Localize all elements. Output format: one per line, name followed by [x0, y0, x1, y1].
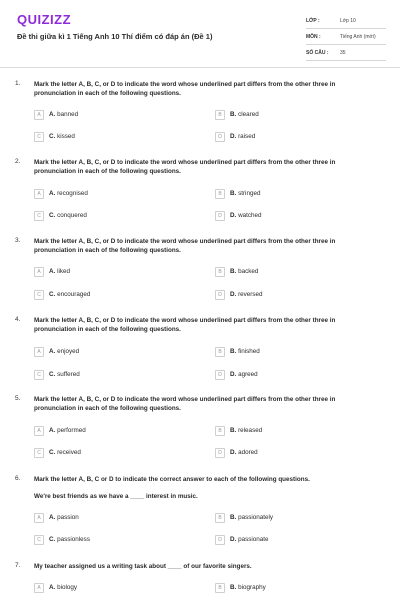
- option-text: suffered: [57, 371, 80, 378]
- option-b[interactable]: [215, 188, 260, 199]
- option-c[interactable]: [34, 210, 87, 221]
- option-label: B.: [230, 514, 237, 521]
- option-label: A.: [49, 111, 56, 118]
- option-b[interactable]: [215, 512, 273, 523]
- option-label: A.: [49, 348, 56, 355]
- option-a[interactable]: [34, 582, 77, 593]
- meta-row-count: [306, 45, 386, 61]
- option-a[interactable]: [34, 188, 88, 199]
- option-label: B.: [230, 584, 237, 591]
- option-text: conquered: [57, 212, 87, 219]
- option-text: stringed: [238, 190, 261, 197]
- option-text: passion: [57, 514, 79, 521]
- option-label: A.: [49, 584, 56, 591]
- option-c[interactable]: [34, 447, 81, 458]
- option-c[interactable]: [34, 534, 90, 545]
- option-b[interactable]: [215, 109, 259, 120]
- option-label: D.: [230, 133, 237, 140]
- option-text: passionately: [238, 514, 274, 521]
- option-text: passionate: [238, 536, 269, 543]
- option-label: D.: [230, 371, 237, 378]
- option-text: liked: [57, 268, 71, 275]
- meta-key: LỚP :: [306, 17, 320, 24]
- option-a[interactable]: [34, 109, 78, 120]
- question-text: My teacher assigned us a writing task about ____ of our favorite singers.: [34, 563, 252, 570]
- question-text: Mark the letter A, B, C, or D to indicate the word whose underlined part differs from the other three in pronunciation in each of the following questions.: [34, 159, 336, 175]
- option-text: enjoyed: [57, 348, 80, 355]
- option-letter-box: A: [34, 267, 44, 277]
- question-text: Mark the letter A, B, C, or D to indicate the word whose underlined part differs from the other three in pronunciation in each of the following questions.: [34, 317, 336, 333]
- option-letter-box: B: [215, 583, 225, 593]
- option-label: B.: [230, 268, 237, 275]
- option-letter-box: A: [34, 189, 44, 199]
- option-label: C.: [49, 291, 56, 298]
- option-d[interactable]: [215, 369, 258, 380]
- question-number: 4.: [15, 316, 21, 323]
- question-text: Mark the letter A, B, C, or D to indicate the word whose underlined part differs from the other three in pronunciation in each of the following questions.: [34, 238, 336, 254]
- option-letter-box: C: [34, 132, 44, 142]
- option-b[interactable]: [215, 582, 266, 593]
- option-letter-box: B: [215, 110, 225, 120]
- option-text: backed: [238, 268, 259, 275]
- option-text: cleared: [238, 111, 259, 118]
- option-letter-box: A: [34, 513, 44, 523]
- question-number: 3.: [15, 237, 21, 244]
- option-text: raised: [238, 133, 256, 140]
- meta-row-subject: [306, 29, 386, 45]
- option-letter-box: D: [215, 448, 225, 458]
- option-c[interactable]: [34, 369, 80, 380]
- question-number: 7.: [15, 562, 21, 569]
- option-label: D.: [230, 536, 237, 543]
- question-text: Mark the letter A, B, C, or D to indicate the word whose underlined part differs from the other three in pronunciation in each of the following questions.: [34, 396, 336, 412]
- option-letter-box: D: [215, 370, 225, 380]
- option-letter-box: D: [215, 535, 225, 545]
- option-d[interactable]: [215, 289, 263, 300]
- option-a[interactable]: [34, 266, 70, 277]
- option-letter-box: B: [215, 347, 225, 357]
- option-text: agreed: [238, 371, 258, 378]
- worksheet-title: Đề thi giữa kì 1 Tiếng Anh 10 Thí điểm có đáp án (Đề 1): [17, 32, 213, 41]
- option-letter-box: B: [215, 189, 225, 199]
- question-prompt: We're best friends as we have a ____ interest in music.: [34, 493, 198, 500]
- option-label: C.: [49, 449, 56, 456]
- option-text: recognised: [57, 190, 88, 197]
- option-d[interactable]: [215, 210, 262, 221]
- option-text: encouraged: [57, 291, 91, 298]
- worksheet-header: [0, 0, 400, 62]
- question-number: 5.: [15, 395, 21, 402]
- option-label: C.: [49, 212, 56, 219]
- meta-value: 35: [340, 49, 346, 56]
- meta-value: Tiếng Anh (mới): [340, 33, 376, 40]
- option-letter-box: B: [215, 426, 225, 436]
- option-label: A.: [49, 268, 56, 275]
- option-label: B.: [230, 348, 237, 355]
- option-label: C.: [49, 133, 56, 140]
- option-text: adored: [238, 449, 258, 456]
- option-text: banned: [57, 111, 79, 118]
- option-letter-box: B: [215, 267, 225, 277]
- option-label: B.: [230, 190, 237, 197]
- question-number: 2.: [15, 158, 21, 165]
- option-label: D.: [230, 291, 237, 298]
- option-label: A.: [49, 427, 56, 434]
- question-text: Mark the letter A, B, C or D to indicate the correct answer to each of the following questions.: [34, 476, 310, 483]
- option-label: C.: [49, 536, 56, 543]
- option-letter-box: C: [34, 448, 44, 458]
- option-letter-box: A: [34, 110, 44, 120]
- option-d[interactable]: [215, 131, 255, 142]
- option-text: biography: [238, 584, 266, 591]
- option-text: finished: [238, 348, 260, 355]
- option-text: performed: [57, 427, 86, 434]
- option-letter-box: C: [34, 211, 44, 221]
- option-a[interactable]: [34, 512, 79, 523]
- option-text: released: [238, 427, 263, 434]
- option-b[interactable]: [215, 425, 262, 436]
- option-text: biology: [57, 584, 78, 591]
- option-label: B.: [230, 111, 237, 118]
- option-letter-box: C: [34, 370, 44, 380]
- option-letter-box: D: [215, 290, 225, 300]
- option-c[interactable]: [34, 289, 90, 300]
- option-letter-box: C: [34, 535, 44, 545]
- option-letter-box: D: [215, 132, 225, 142]
- meta-key: SỐ CÂU :: [306, 49, 329, 56]
- option-label: A.: [49, 190, 56, 197]
- option-text: kissed: [57, 133, 75, 140]
- meta-key: MÔN :: [306, 33, 321, 40]
- option-letter-box: A: [34, 583, 44, 593]
- option-label: D.: [230, 449, 237, 456]
- option-label: C.: [49, 371, 56, 378]
- question-number: 6.: [15, 475, 21, 482]
- option-letter-box: D: [215, 211, 225, 221]
- option-b[interactable]: [215, 346, 260, 357]
- option-b[interactable]: [215, 266, 258, 277]
- option-label: D.: [230, 212, 237, 219]
- worksheet-meta: [306, 13, 386, 61]
- header-divider: [0, 67, 400, 68]
- meta-row-grade: [306, 13, 386, 29]
- option-c[interactable]: [34, 131, 75, 142]
- meta-value: Lớp 10: [340, 17, 356, 24]
- option-label: B.: [230, 427, 237, 434]
- option-d[interactable]: [215, 534, 269, 545]
- option-text: watched: [238, 212, 262, 219]
- option-letter-box: A: [34, 426, 44, 436]
- option-text: received: [57, 449, 81, 456]
- quizizz-logo: QUIZIZZ: [17, 12, 72, 27]
- option-letter-box: A: [34, 347, 44, 357]
- option-text: passionless: [57, 536, 90, 543]
- option-a[interactable]: [34, 346, 79, 357]
- option-a[interactable]: [34, 425, 86, 436]
- option-label: A.: [49, 514, 56, 521]
- option-letter-box: B: [215, 513, 225, 523]
- option-text: reversed: [238, 291, 263, 298]
- option-letter-box: C: [34, 290, 44, 300]
- question-number: 1.: [15, 80, 21, 87]
- question-text: Mark the letter A, B, C, or D to indicate the word whose underlined part differs from the other three in pronunciation in each of the following questions.: [34, 81, 336, 97]
- option-d[interactable]: [215, 447, 258, 458]
